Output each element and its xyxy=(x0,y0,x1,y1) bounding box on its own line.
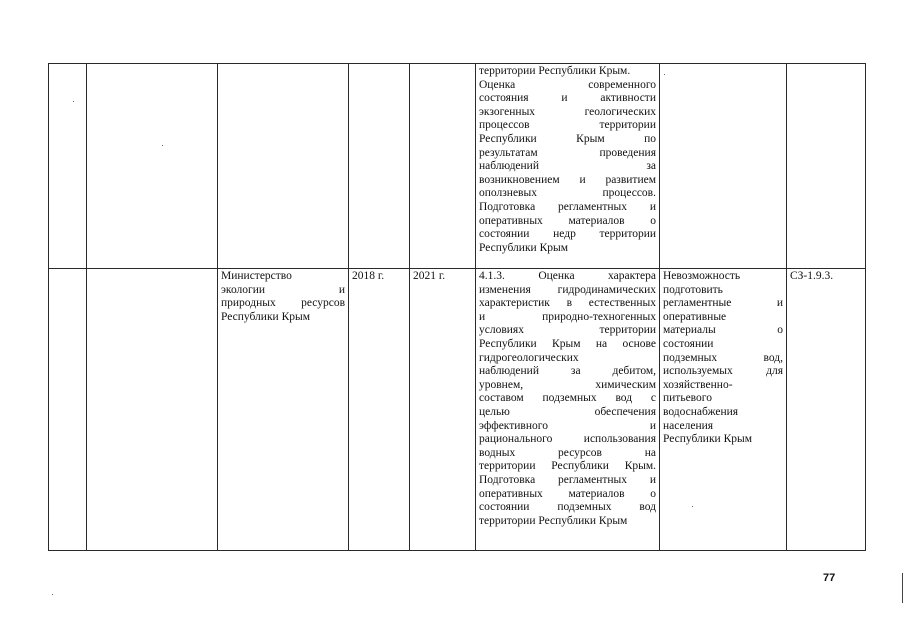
text-line: оперативных материалов о xyxy=(479,214,656,227)
text-line: наблюдений за xyxy=(479,160,656,173)
row-number-cell xyxy=(49,269,87,551)
text-line: наблюдений за дебитом, xyxy=(479,365,656,378)
text-line: подземных вод, xyxy=(663,351,783,364)
executor-text xyxy=(221,270,345,324)
end-year-cell xyxy=(410,269,476,551)
text-line: изменения гидродинамических xyxy=(479,283,656,296)
text-line: территории Республики Крым xyxy=(479,514,628,527)
consequence-text xyxy=(663,270,783,447)
text-line: оперативные xyxy=(663,310,727,323)
text-line: процессов территории xyxy=(479,119,656,132)
text-line: результатам проведения xyxy=(479,146,656,159)
table-row xyxy=(49,64,866,269)
task-cell xyxy=(87,269,218,551)
measure-text xyxy=(479,270,656,528)
text-line: питьевого xyxy=(663,392,712,405)
text-line: 4.1.3. Оценка характера xyxy=(479,270,656,282)
scan-speck xyxy=(162,145,163,146)
measure-code: СЗ-1.9.3. xyxy=(790,270,834,282)
text-line: состоянии недр территории xyxy=(479,228,656,241)
text-line: характеристик в естественных xyxy=(479,297,656,310)
text-line: состояния и активности xyxy=(479,92,656,105)
page-number: 77 xyxy=(823,572,836,584)
text-line: Подготовка регламентных и xyxy=(479,473,656,486)
code-cell xyxy=(787,64,866,269)
text-line: гидрогеологических xyxy=(479,351,579,364)
consequence-cell xyxy=(660,269,787,551)
text-line: Невозможность xyxy=(663,270,741,282)
text-line: Республики Крым xyxy=(479,241,568,254)
text-line: Республики Крым на основе xyxy=(479,337,656,350)
text-line: подготовить xyxy=(663,283,723,296)
text-line: условиях территории xyxy=(479,324,656,337)
measure-text xyxy=(479,65,656,255)
text-line: хозяйственно- xyxy=(663,378,733,391)
scan-speck xyxy=(664,74,665,75)
text-line: эффективного и xyxy=(479,419,656,432)
text-line: экологии и xyxy=(221,283,345,296)
text-line: оперативных материалов о xyxy=(479,487,656,500)
text-line: водных ресурсов на xyxy=(479,446,656,459)
text-line: территории Республики Крым. xyxy=(479,460,656,473)
code-cell xyxy=(787,269,866,551)
text-line: Республики Крым xyxy=(663,433,752,446)
executor-cell xyxy=(218,64,349,269)
text-line: регламентные и xyxy=(663,297,783,310)
start-year: 2018 г. xyxy=(352,270,385,282)
start-year-cell xyxy=(349,64,410,269)
text-line: оползневых процессов. xyxy=(479,187,656,200)
text-line: Подготовка регламентных и xyxy=(479,200,656,213)
end-year-cell xyxy=(410,64,476,269)
scan-margin-line xyxy=(902,573,903,603)
executor-cell xyxy=(218,269,349,551)
task-cell xyxy=(87,64,218,269)
text-line: материалы о xyxy=(663,324,783,337)
text-line: территории Республики Крым. xyxy=(479,65,631,77)
text-line: Оценка современного xyxy=(479,78,656,91)
text-line: рационального использования xyxy=(479,433,656,446)
end-year: 2021 г. xyxy=(413,270,446,282)
measure-cell xyxy=(476,269,660,551)
measures-table xyxy=(48,63,866,551)
text-line: экзогенных геологических xyxy=(479,105,656,118)
text-line: целью обеспечения xyxy=(479,405,656,418)
text-line: населения xyxy=(663,419,714,432)
text-line: используемых для xyxy=(663,365,783,378)
row-number-cell xyxy=(49,64,87,269)
text-line: уровнем, химическим xyxy=(479,378,656,391)
text-line: возникновением и развитием xyxy=(479,173,656,186)
text-line: составом подземных вод с xyxy=(479,392,656,405)
scan-speck xyxy=(73,101,74,102)
text-line: природных ресурсов xyxy=(221,297,345,310)
text-line: Республики Крым xyxy=(221,310,310,323)
consequence-cell xyxy=(660,64,787,269)
text-line: водоснабжения xyxy=(663,405,739,418)
table-row xyxy=(49,269,866,551)
scan-speck xyxy=(52,594,53,595)
text-line: состоянии xyxy=(663,337,714,350)
text-line: Республики Крым по xyxy=(479,132,656,145)
start-year-cell xyxy=(349,269,410,551)
text-line: и природно-техногенных xyxy=(479,310,656,323)
text-line: Министерство xyxy=(221,270,292,282)
text-line: состоянии подземных вод xyxy=(479,501,656,514)
measure-cell xyxy=(476,64,660,269)
scan-speck xyxy=(692,506,693,507)
